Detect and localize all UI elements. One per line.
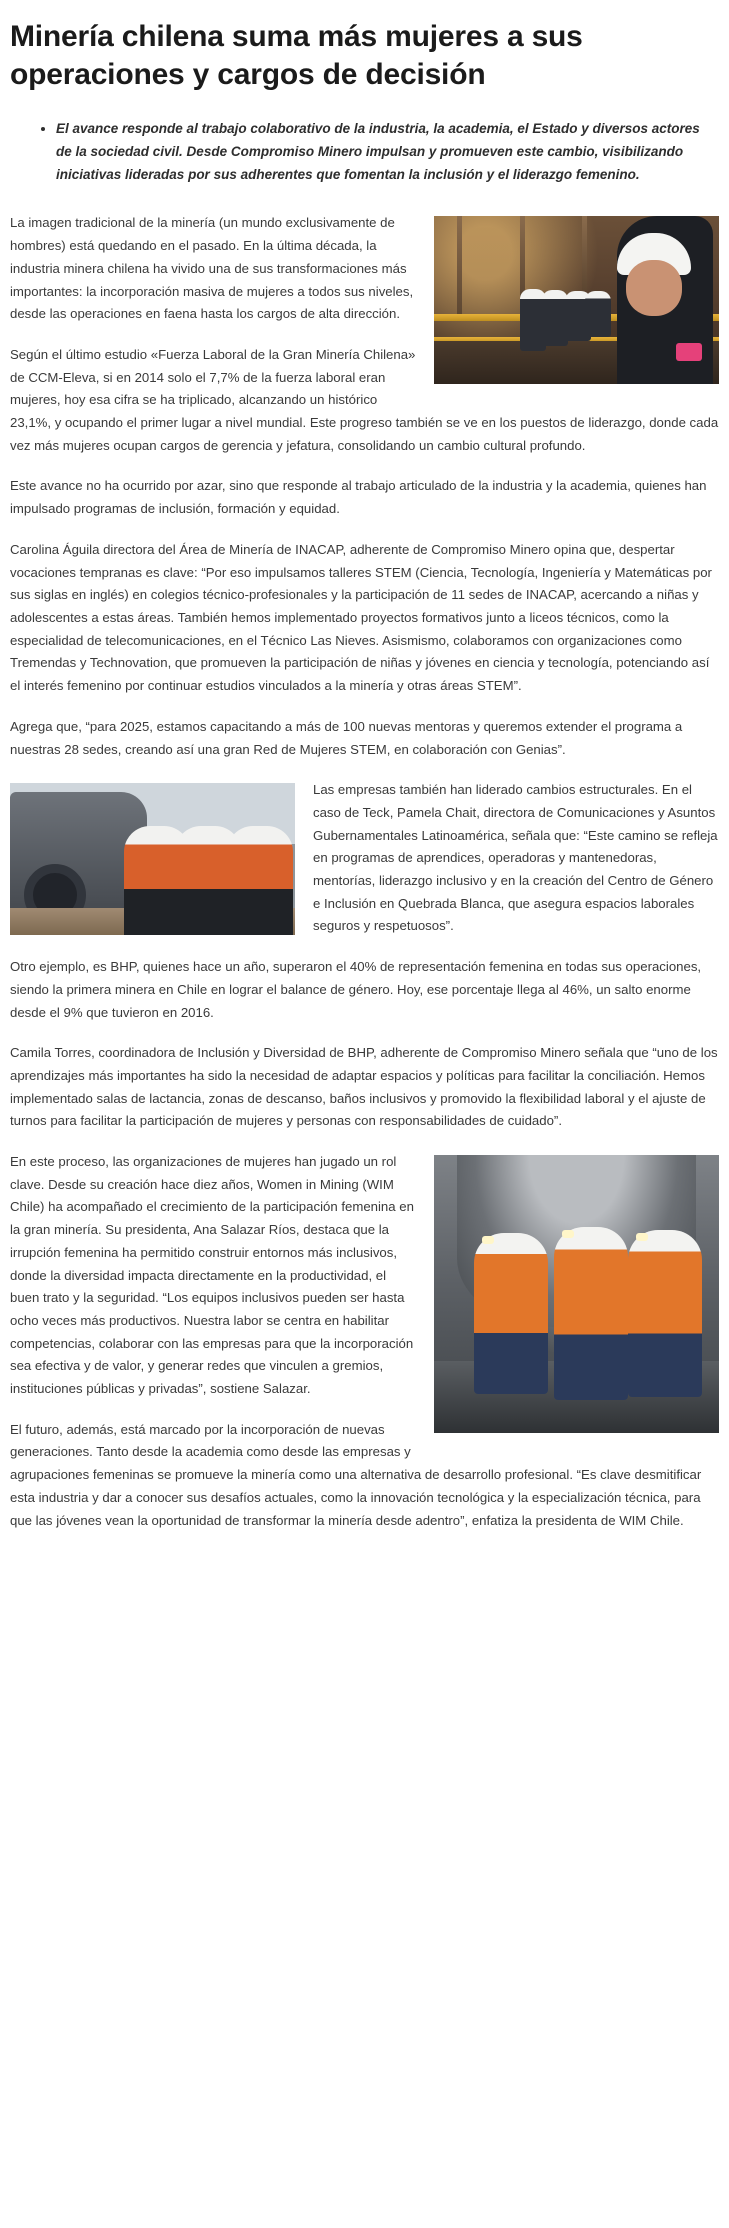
headlamp-icon [562, 1230, 574, 1238]
headlamp-icon [636, 1233, 648, 1241]
badge-icon [676, 343, 702, 361]
underground-miners-photo [434, 1155, 719, 1433]
article-body [10, 212, 719, 1550]
paragraph: El futuro, además, está marcado por la incorporación de nuevas generaciones. Tanto desde la academia como desde las empresas y agrupaciones femeninas se promueve la minería como una alternativa de desarrollo profesional. “Es clave desmitificar esta industria y dar a conocer sus desafíos actuales, como la innovación tecnológica y la especialización técnica, para que las jóvenes vean la oportunidad de transformar la minería desde adentro”, enfatiza la presidenta de WIM Chile. [10, 1421, 702, 1528]
page-title: Minería chilena suma más mujeres a sus operaciones y cargos de decisión [10, 20, 583, 92]
headlamp-icon [482, 1236, 494, 1244]
miner-figure-icon [474, 1233, 548, 1394]
paragraph: Según el último estudio «Fuerza Laboral de la Gran Minería Chilena» de CCM-Eleva, si en 2014 solo el 7,7% de la fuerza laboral eran mujeres, hoy esa cifra se ha triplicado, alcanzando un histórico 23,1%, y ocupando el primer lugar a nivel mundial. Este progreso también se ve en los puestos de liderazgo, donde cada vez más mujeres ocupan cargos de gerencia y jefatura, consolidando un cambio cultural profundo. [10, 346, 719, 453]
paragraph: Agrega que, “para 2025, estamos capacitando a más de 100 nuevas mentoras y queremos extender el programa a nuestras 28 sedes, creando así una gran Red de Mujeres STEM, en colaboración con Genias”. [10, 718, 683, 757]
paragraph: Las empresas también han liderado cambios estructurales. En el caso de Teck, Pamela Chait, directora de Comunicaciones y Asuntos Gubernamentales Latinoamérica, señala que: “Este camino se refleja en programas de aprendices, operadoras y mantenedoras, mentorías, liderazgo inclusivo y en la creación del Centro de Género e Inclusión en Quebrada Blanca, que asegura espacios laborales seguros y respetuosos”. [313, 782, 718, 934]
decorative-beam-icon [520, 216, 525, 297]
miner-figure-icon [554, 1227, 628, 1399]
worker-figure-icon [227, 826, 293, 935]
article-lede-list [10, 117, 719, 187]
paragraph: Otro ejemplo, es BHP, quienes hace un año, superaron el 40% de representación femenina en todas sus operaciones, siendo la primera minera en Chile en lograr el balance de género. Hoy, ese porcentaje llega al 46%, un salto enorme desde el 9% que tuvieron en 2016. [10, 959, 702, 1020]
paragraph: La imagen tradicional de la minería (un mundo exclusivamente de hombres) está quedando en el pasado. En la última década, la industria minera chilena ha vivido una de sus transformaciones más importantes: la incorporación masiva de mujeres a todos sus niveles, desde las operaciones en faena hasta los cargos de alta dirección. [10, 215, 414, 322]
decorative-beam-icon [582, 216, 587, 290]
plant-workers-photo [434, 216, 719, 384]
paragraph: Camila Torres, coordinadora de Inclusión y Diversidad de BHP, adherente de Compromiso Minero señala que “uno de los aprendizajes más importantes ha sido la necesidad de adaptar espacios y políticas para facilitar la conciliación. Hemos implementado salas de lactancia, zonas de descanso, baños inclusivos y promovido la flexibilidad laboral y el ajuste de turnos para facilitar la participación de mujeres y personas con responsabilidades de cuidado”. [10, 1045, 718, 1129]
paragraph: Este avance no ha ocurrido por azar, sino que responde al trabajo articulado de la industria y la academia, quienes han impulsado programas de inclusión, formación y equidad. [10, 478, 707, 517]
paragraph: En este proceso, las organizaciones de mujeres han jugado un rol clave. Desde su creación hace diez años, Women in Mining (WIM Chile) ha acompañado el crecimiento de la participación femenina en la gran minería. Su presidenta, Ana Salazar Ríos, destaca que la irrupción femenina ha permitido construir entornos más inclusivos, donde la diversidad impacta directamente en la productividad, el buen trato y la seguridad. “Los equipos inclusivos pueden ser hasta ocho veces más productivos. Nuestra labor se centra en habilitar competencias, colaborar con las empresas para que la incorporación sea efectiva y de valor, y generar redes que vinculen a gremios, instituciones públicas y privadas”, sostiene Salazar. [10, 1154, 414, 1397]
miner-figure-icon [628, 1230, 702, 1397]
decorative-beam-icon [457, 216, 462, 317]
list-item: • El avance responde al trabajo colaborativo de la industria, la academia, el Estado y diversos actores de la sociedad civil. Desde Compromiso Minero impulsan y promueven este cambio, visibilizando iniciativas lideradas por sus adherentes que fomentan la inclusión y el liderazgo femenino. [56, 117, 719, 187]
face-icon [626, 260, 682, 316]
worker-figure-icon [585, 291, 611, 337]
paragraph: Carolina Águila directora del Área de Minería de INACAP, adherente de Compromiso Minero opina que, despertar vocaciones tempranas es clave: “Por eso impulsamos talleres STEM (Ciencia, Tecnología, Ingeniería y Matemáticas por sus siglas en inglés) en colegios técnico-profesionales y la participación de 11 sedes de INACAP, acercando a niñas y adolescentes a estas áreas. También hemos implementado proyectos formativos junto a liceos técnicos, como la especialidad de telecomunicaciones, en el Técnico Las Nieves. Asismismo, colaboramos con organizaciones como Tremendas y Technovation, que promueven la participación de niñas y jóvenes en ciencia y tecnología, potenciando así el interés femenino por continuar estudios vinculados a la minería y otras áreas STEM”. [10, 541, 712, 694]
haul-truck-women-photo [10, 783, 295, 935]
